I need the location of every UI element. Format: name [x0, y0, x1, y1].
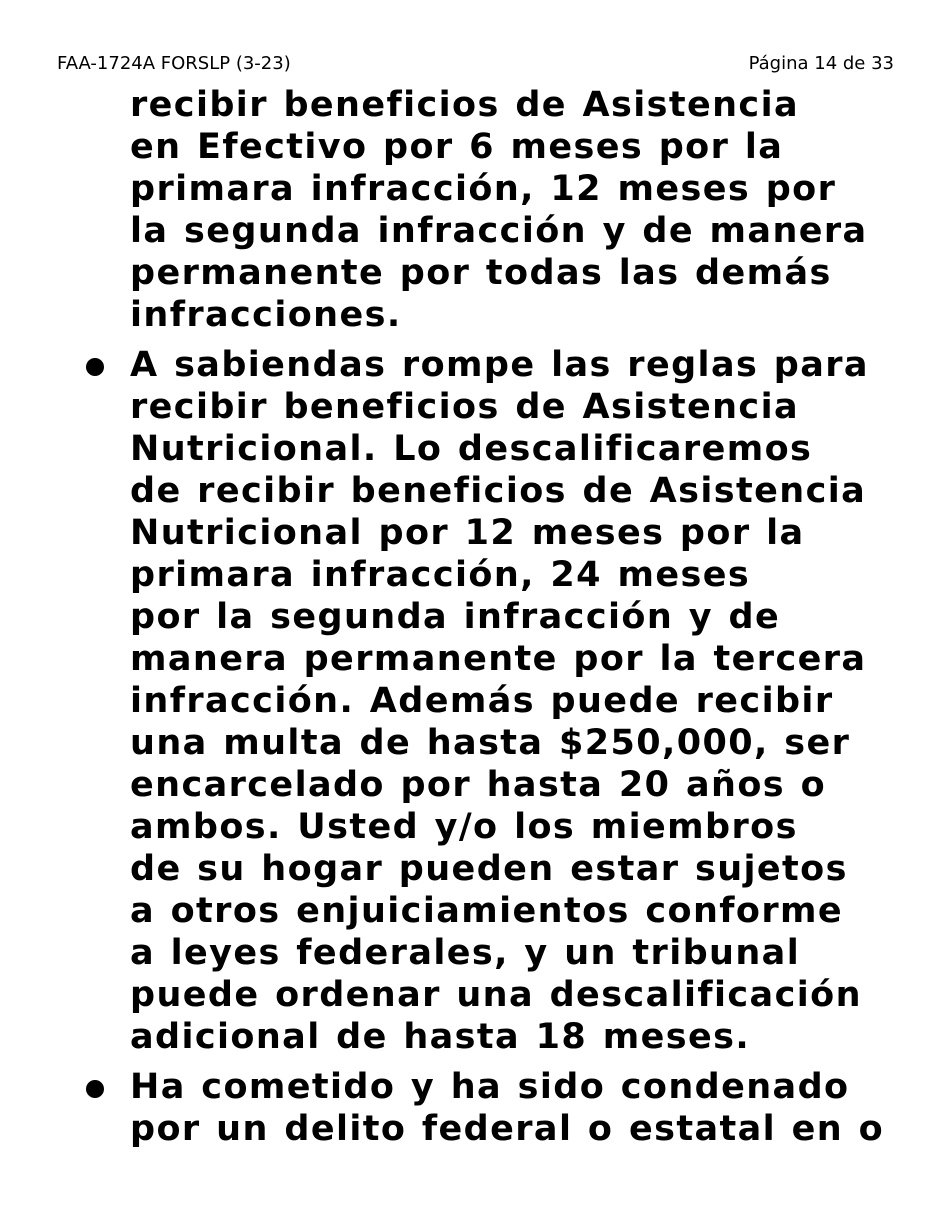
page-header — [57, 52, 894, 76]
text-line: infracción. Además puede recibir — [130, 681, 834, 721]
text-line: infracciones. — [130, 295, 402, 335]
bullet-icon — [86, 1080, 104, 1098]
text-line: recibir beneficios de Asistencia — [130, 387, 799, 427]
text-line: recibir beneficios de Asistencia — [130, 85, 799, 125]
text-line: la segunda infracción y de manera — [130, 211, 868, 251]
text-line: puede ordenar una descalificación — [130, 975, 862, 1015]
text-line: permanente por todas las demás — [130, 253, 832, 293]
document-body — [130, 84, 920, 1150]
text-line: una multa de hasta $250,000, ser — [130, 723, 851, 763]
text-line: primara infracción, 24 meses — [130, 555, 751, 595]
text-line: de recibir beneficios de Asistencia — [130, 471, 867, 511]
text-line: de su hogar pueden estar sujetos — [130, 849, 848, 889]
text-line: encarcelado por hasta 20 años o — [130, 765, 827, 805]
text-line: A sabiendas rompe las reglas para — [130, 345, 869, 385]
paragraph-continuation — [130, 84, 920, 336]
text-line: en Efectivo por 6 meses por la — [130, 127, 784, 167]
text-line: por la segunda infracción y de — [130, 597, 781, 637]
bullet-item-snap-violation — [130, 344, 920, 1058]
text-line: a otros enjuiciamientos conforme — [130, 891, 843, 931]
text-line: por un delito federal o estatal en o — [130, 1109, 885, 1149]
form-id: FAA-1724A FORSLP (3-23) — [57, 53, 291, 74]
bullet-icon — [86, 358, 104, 376]
text-line: Nutricional por 12 meses por la — [130, 513, 805, 553]
text-line: ambos. Usted y/o los miembros — [130, 807, 798, 847]
text-line: manera permanente por la tercera — [130, 639, 867, 679]
text-line: a leyes federales, y un tribunal — [130, 933, 801, 973]
text-line: Nutricional. Lo descalificaremos — [130, 429, 813, 469]
bullet-item-conviction — [130, 1066, 920, 1150]
text-line: primara infracción, 12 meses por — [130, 169, 837, 209]
text-line: Ha cometido y ha sido condenado — [130, 1067, 850, 1107]
text-line: adicional de hasta 18 meses. — [130, 1017, 751, 1057]
page-number: Página 14 de 33 — [748, 53, 894, 74]
